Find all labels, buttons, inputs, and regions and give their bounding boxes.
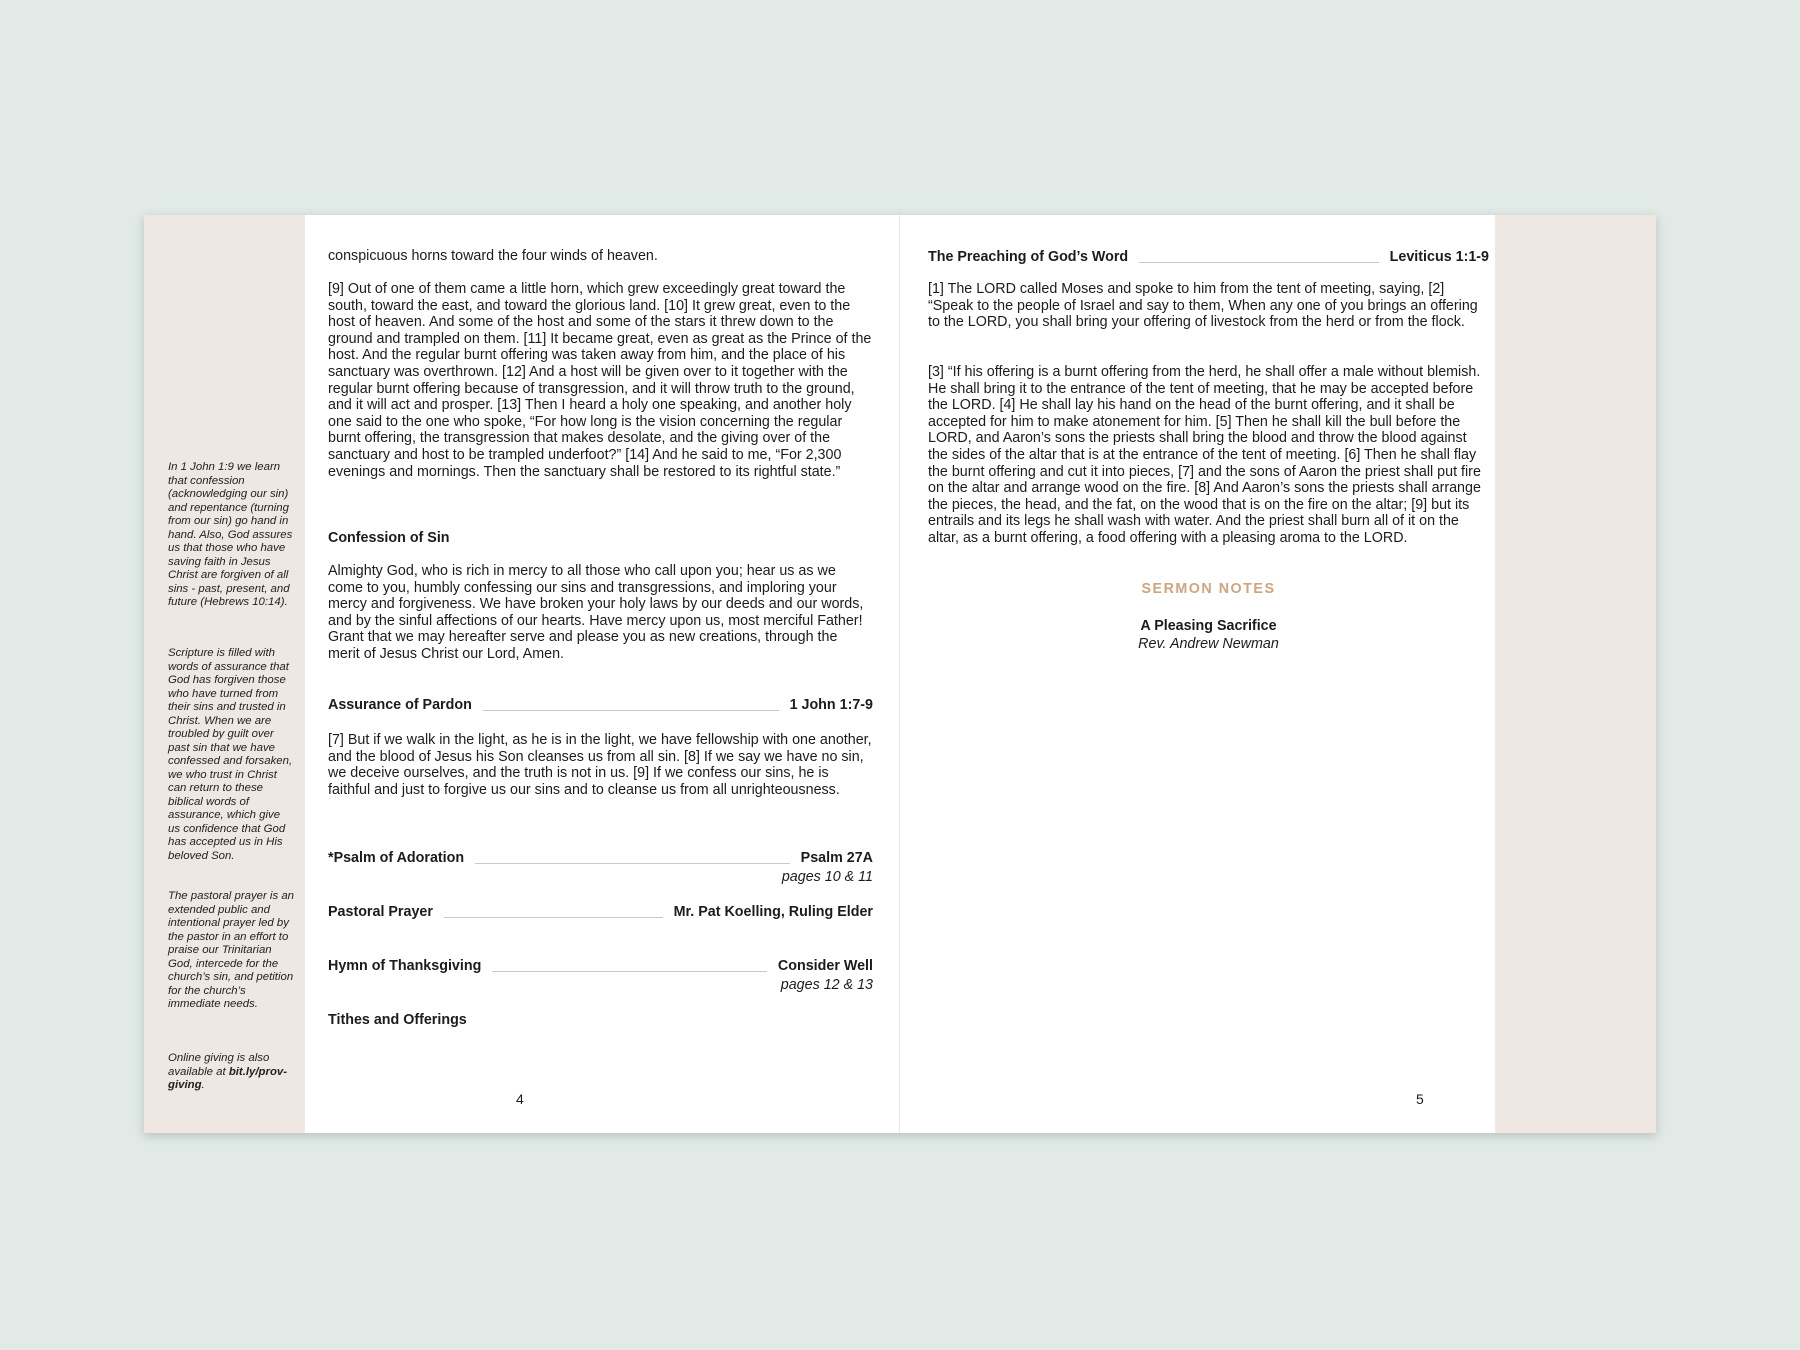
right-margin-panel <box>1495 215 1656 1133</box>
sermon-preacher: Rev. Andrew Newman <box>1138 636 1279 652</box>
preaching-heading-row <box>928 248 1489 266</box>
hymn-heading: Hymn of Thanksgiving <box>328 958 482 974</box>
psalm-pages: pages 10 & 11 <box>781 869 873 885</box>
preaching-heading: The Preaching of God’s Word <box>928 249 1129 265</box>
leader-rule <box>1139 262 1379 263</box>
assurance-reference: 1 John 1:7-9 <box>789 697 873 713</box>
psalm-heading: *Psalm of Adoration <box>328 850 465 866</box>
prayer-leader: Mr. Pat Koelling, Ruling Elder <box>673 904 873 920</box>
confession-heading: Confession of Sin <box>328 530 450 546</box>
left-page <box>328 215 873 1133</box>
sidebar-note-2: Scripture is filled with words of assurance that God has forgiven those who have turned from their sins and trusted in Christ. When we are troubled by guilt over past sin that we have confessed and forsaken, we who trust in Christ can return to these biblical words of assurance, which give us confidence that God has accepted us in His beloved Son. <box>168 647 293 862</box>
sidebar-note-1: In 1 John 1:9 we learn that confession (acknowledging our sin) and repentance (turning from our sin) go hand in hand. Also, God assures us that those who have saving faith in Jesus Christ are forgiven of all sins - past, present, and future (Hebrews 10:14). <box>168 461 293 608</box>
sidebar-note-assurance <box>168 647 294 863</box>
booklet-spread <box>144 215 1656 1133</box>
assurance-heading: Assurance of Pardon <box>328 697 472 713</box>
leader-rule <box>492 971 767 972</box>
tithes-heading: Tithes and Offerings <box>328 1012 467 1028</box>
giving-suffix: . <box>201 1079 205 1091</box>
page-number: 4 <box>516 1091 524 1107</box>
left-margin-panel <box>144 215 305 1133</box>
right-page <box>928 215 1489 1133</box>
leviticus-paragraph-2: [3] “If his offering is a burnt offering from the herd, he shall offer a male without blemish. He shall bring it to the entrance of the tent of meeting, that he may be accepted before the LORD. [4] He shall lay his hand on the head of the burnt offering, and it shall be accepted for him to make atonement for him. [5] Then he shall kill the bull before the LORD, and Aaron’s sons the priests shall bring the blood and throw the blood against the sides of the altar that is at the entrance of the tent of meeting. [6] Then he shall flay the burnt offering and cut it into pieces, [7] and the sons of Aaron the priest shall put fire on the altar and arrange wood on the fire. [8] And Aaron’s sons the priests shall arrange the pieces, the head, and the fat, on the wood that is on the fire on the altar; [9] but its entrails and its legs he shall wash with water. And the priest shall burn all of it on the altar, as a burnt offering, a food offering with a pleasing aroma to the LORD. <box>928 364 1481 546</box>
psalm-heading-row <box>328 849 873 867</box>
prayer-heading-row <box>328 903 873 921</box>
sidebar-note-confession <box>168 461 294 610</box>
sidebar-note-giving <box>168 1052 294 1093</box>
leader-rule <box>444 917 663 918</box>
sidebar-note-3: The pastoral prayer is an extended public and intentional prayer led by the pastor in an effort to praise our Trinitarian God, intercede for the church’s sin, and petition for the church’s immediate needs. <box>168 890 294 1010</box>
hymn-title: Consider Well <box>777 958 873 974</box>
page-number: 5 <box>1416 1091 1424 1107</box>
confession-text: Almighty God, who is rich in mercy to all those who call upon you; hear us as we come to you, humbly confessing our sins and transgressions, and imploring your mercy and forgiveness. We have broken your holy laws by our deeds and our words, and by the sinful affections of our hearts. Have mercy upon us, most merciful Father! Grant that we may hereafter serve and please you as new creations, through the merit of Jesus Christ our Lord, Amen. <box>328 563 864 662</box>
psalm-reference: Psalm 27A <box>800 850 873 866</box>
sermon-notes-label: SERMON NOTES <box>1141 581 1276 597</box>
preaching-reference: Leviticus 1:1-9 <box>1389 249 1489 265</box>
sermon-title: A Pleasing Sacrifice <box>1140 618 1277 634</box>
leader-rule <box>475 863 790 864</box>
daniel-intro-line: conspicuous horns toward the four winds of heaven. <box>328 248 658 264</box>
assurance-heading-row <box>328 696 873 714</box>
daniel-passage: [9] Out of one of them came a little horn, which grew exceedingly great toward the south, toward the east, and toward the glorious land. [10] It grew great, even to the host of heaven. And some of the host and some of the stars it threw down to the ground and trampled on them. [11] It became great, even as great as the Prince of the host. And the regular burnt offering was taken away from him, and the place of his sanctuary was overthrown. [12] And a host will be given over to it together with the regular burnt offering because of transgression, and it will throw truth to the ground, and it will act and prosper. [13] Then I heard a holy one speaking, and another holy one said to the one who spoke, “For how long is the vision concerning the regular burnt offering, the transgression that makes desolate, and the giving over of the sanctuary and host to be trampled underfoot?” [14] And he said to me, “For 2,300 evenings and mornings. Then the sanctuary shall be restored to its rightful state.” <box>328 281 872 480</box>
giving-link[interactable]: bit.ly/prov-giving <box>168 1065 288 1091</box>
assurance-text: [7] But if we walk in the light, as he is in the light, we have fellowship with one another, and the blood of Jesus his Son cleanses us from all sin. [8] If we say we have no sin, we deceive ourselves, and the truth is not in us. [9] If we confess our sins, he is faithful and just to forgive us our sins and to cleanse us from all unrighteousness. <box>328 732 872 798</box>
leader-rule <box>483 710 779 711</box>
giving-prefix: Online giving is also available at <box>168 1052 270 1078</box>
hymn-heading-row <box>328 957 873 975</box>
prayer-heading: Pastoral Prayer <box>328 904 433 920</box>
hymn-pages: pages 12 & 13 <box>780 977 873 993</box>
sidebar-note-prayer <box>168 890 294 1012</box>
leviticus-paragraph-1: [1] The LORD called Moses and spoke to him from the tent of meeting, saying, [2] “Speak to the people of Israel and say to them, When any one of you brings an offering to the LORD, you shall bring your offering of livestock from the herd or from the flock. <box>928 281 1478 331</box>
sidebar-note-4 <box>168 1052 294 1093</box>
page-gutter <box>899 215 900 1133</box>
